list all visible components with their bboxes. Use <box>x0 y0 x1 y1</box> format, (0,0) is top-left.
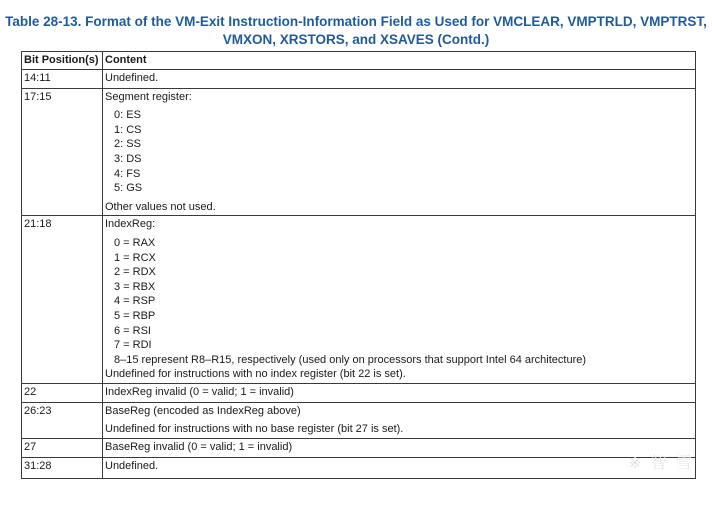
bit-position-cell: 17:15 <box>22 88 103 216</box>
bit-position-cell: 26:23 <box>22 402 103 438</box>
table-caption <box>0 13 712 49</box>
bit-position-cell: 31:28 <box>22 458 103 479</box>
list-item: 4 = RSP <box>114 295 156 308</box>
list-item: 7 = RDI <box>114 339 152 352</box>
content-cell <box>103 383 696 402</box>
caption-line-2: VMXON, XRSTORS, and XSAVES (Contd.) <box>222 32 490 47</box>
content-line: Undefined for instructions with no base register (bit 27 is set). <box>105 423 404 436</box>
table-row <box>22 439 696 458</box>
list-item: 1: CS <box>114 123 142 136</box>
caption-line-1: Table 28-13. Format of the VM-Exit Instruction-Information Field as Used for VMCLEAR, VMPTRLD, VMPTRST, <box>5 14 707 29</box>
list-item: 2: SS <box>114 138 141 151</box>
list-item: 8–15 represent R8–R15, respectively (used only on processors that support Intel 64 architecture) <box>114 353 587 366</box>
table-header-row <box>22 52 696 70</box>
instruction-info-table <box>21 51 696 479</box>
table-row <box>22 402 696 438</box>
bit-position-cell: 22 <box>22 383 103 402</box>
list-item: 5: GS <box>114 182 143 195</box>
content-line: Undefined. <box>105 71 159 84</box>
list-item: 3 = RBX <box>114 280 156 293</box>
watermark-logo: ※ 智 雪 <box>628 453 694 472</box>
content-line: BaseReg invalid (0 = valid; 1 = invalid) <box>105 441 293 454</box>
table-row <box>22 383 696 402</box>
content-line: Undefined for instructions with no index register (bit 22 is set). <box>105 368 406 381</box>
bit-position-cell: 27 <box>22 439 103 458</box>
content-line: Undefined. <box>105 460 159 473</box>
content-line: BaseReg (encoded as IndexReg above) <box>105 404 301 417</box>
content-cell <box>103 69 696 88</box>
bit-position-cell: 21:18 <box>22 216 103 384</box>
table-row <box>22 88 696 216</box>
content-line: IndexReg invalid (0 = valid; 1 = invalid) <box>105 385 294 398</box>
table-row <box>22 458 696 479</box>
content-cell <box>103 402 696 438</box>
list-item: 0 = RAX <box>114 236 156 249</box>
header-content: Content <box>103 52 696 70</box>
list-item: 2 = RDX <box>114 266 156 279</box>
list-item: 6 = RSI <box>114 324 151 337</box>
list-item: 0: ES <box>114 109 141 122</box>
bit-position-cell: 14:11 <box>22 69 103 88</box>
list-item: 1 = RCX <box>114 251 156 264</box>
content-line: Other values not used. <box>105 200 216 213</box>
content-cell <box>103 458 696 479</box>
content-cell <box>103 216 696 384</box>
list-item: 4: FS <box>114 167 141 180</box>
header-bit-position: Bit Position(s) <box>22 52 103 70</box>
list-item: 5 = RBP <box>114 309 156 322</box>
content-line: Segment register: <box>105 90 192 103</box>
table-row <box>22 69 696 88</box>
content-cell <box>103 439 696 458</box>
list-item: 3: DS <box>114 152 142 165</box>
table-row <box>22 216 696 384</box>
content-line: IndexReg: <box>105 218 156 231</box>
content-cell <box>103 88 696 216</box>
